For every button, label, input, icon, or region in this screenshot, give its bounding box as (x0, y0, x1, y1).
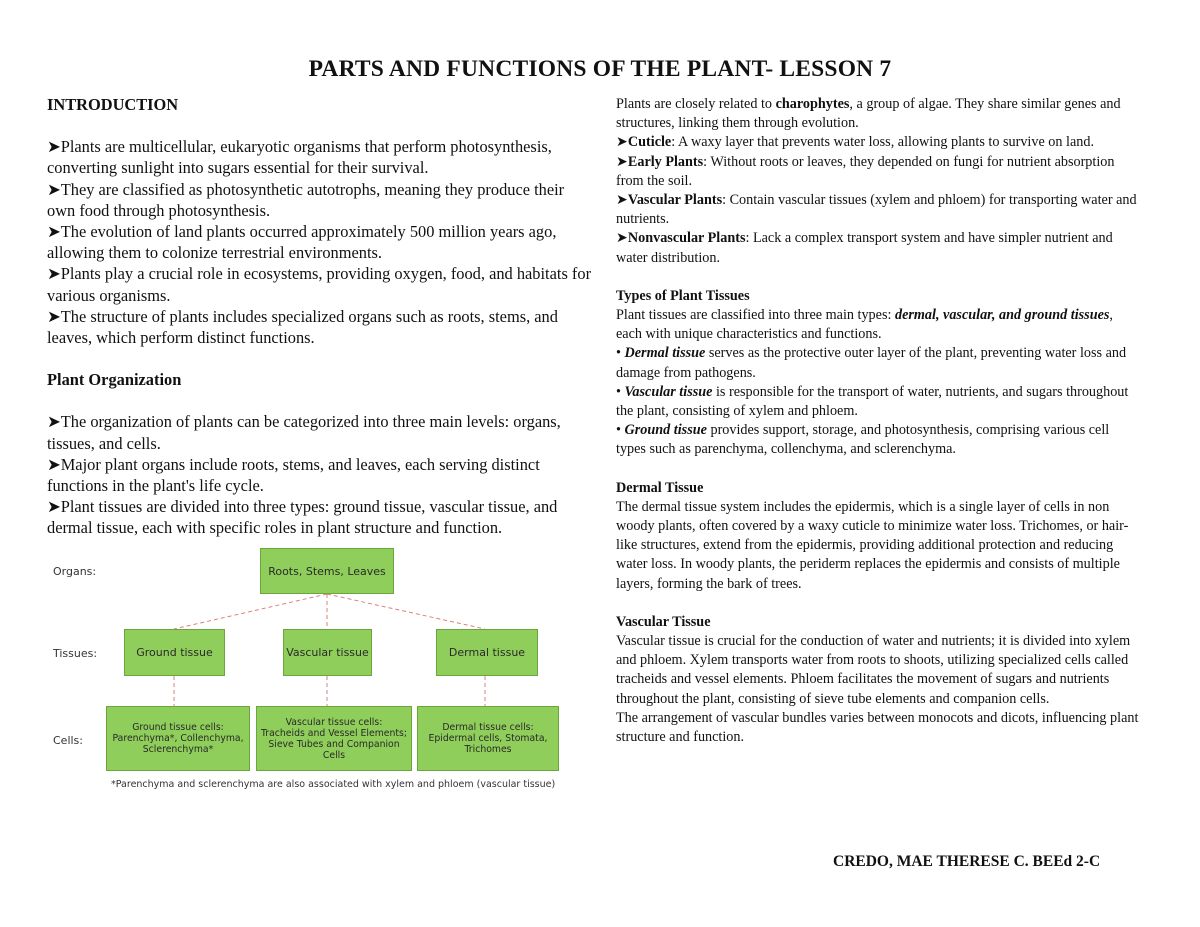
dermal-heading: Dermal Tissue (616, 479, 704, 496)
types-intro: Plant tissues are classified into three main types: dermal, vascular, and ground tissues, each with unique characteristics and functions. (616, 307, 1113, 343)
cell-box-line: Vascular tissue cells: (285, 716, 383, 728)
tissues-label: Tissues: (53, 647, 98, 660)
types-heading: Types of Plant Tissues (616, 287, 750, 304)
cell-box-dermal (417, 706, 559, 771)
left-column (47, 94, 592, 539)
intro-bullet: ➤Plants play a crucial role in ecosystems, providing oxygen, food, and habitats for various organisms. (47, 264, 592, 305)
vascular-text: Vascular tissue is crucial for the conduction of water and nutrients; it is divided into xylem and phloem. Xylem transports water from roots to shoots, utilizing specialized cells called tracheids and vessel elements. Phloem facilitates the movement of sugars and nutrients throughout the plant, consisting of sieve tube elements and companion cells. (616, 633, 1131, 707)
cell-box-vascular (256, 706, 412, 771)
intro-bullet: ➤They are classified as photosynthetic autotrophs, meaning they produce their own food through photosynthesis. (47, 179, 565, 220)
cell-box-line: Epidermal cells, Stomata, (428, 733, 548, 744)
intro-bullet: ➤The evolution of land plants occurred approximately 500 million years ago, allowing them to colonize terrestrial environments. (47, 222, 557, 263)
connector-line (327, 594, 485, 629)
intro-heading: INTRODUCTION (47, 95, 179, 114)
intro-bullet: ➤Plants are multicellular, eukaryotic organisms that perform photosynthesis, converting sunlight into sugars essential for their survival. (47, 137, 552, 178)
organization-bullet: ➤The organization of plants can be categorized into three main levels: organs, tissues, and cells. (47, 412, 561, 453)
vascular-heading: Vascular Tissue (616, 613, 711, 630)
cell-box-line: Ground tissue cells: (132, 722, 224, 733)
right-item: ➤Early Plants: Without roots or leaves, they depended on fungi for nutrient absorption from the soil. (616, 153, 1115, 189)
right-column (616, 95, 1141, 747)
organization-bullet: ➤Major plant organs include roots, stems, and leaves, each serving distinct functions in the plant's life cycle. (47, 454, 540, 496)
cell-box-line: Trichomes (464, 744, 512, 755)
cells-label: Cells: (53, 734, 83, 747)
cell-box-line: Sieve Tubes and Companion Cells (268, 738, 400, 761)
cell-box-line: Tracheids and Vessel Elements; (260, 727, 408, 739)
cell-box-line: Dermal tissue cells: (442, 722, 534, 733)
cell-box-ground (106, 706, 250, 771)
organization-bullet: ➤Plant tissues are divided into three types: ground tissue, vascular tissue, and dermal tissue, each with specific roles in plant structure and function. (47, 497, 558, 538)
cell-box-line: Sclerenchyma* (142, 744, 214, 755)
types-bullet: • Dermal tissue serves as the protective outer layer of the plant, preventing water loss and damage from pathogens. (616, 345, 1127, 381)
types-bullet: • Ground tissue provides support, storage, and photosynthesis, comprising various cell types such as parenchyma, collenchyma, and sclerenchyma. (616, 422, 1110, 458)
organs-label: Organs: (53, 565, 97, 578)
tissue-box-ground: Ground tissue (124, 629, 225, 676)
diagram-footnote: *Parenchyma and sclerenchyma are also associated with xylem and phloem (vascular tissue) (111, 779, 556, 790)
plant-organization-diagram (47, 548, 567, 798)
tissue-box-dermal: Dermal tissue (436, 629, 538, 676)
right-item: ➤Vascular Plants: Contain vascular tissues (xylem and phloem) for transporting water and nutrients. (616, 192, 1137, 228)
organization-heading: Plant Organization (47, 370, 182, 390)
author-footer: CREDO, MAE THERESE C. BEEd 2-C (833, 853, 1101, 870)
cell-box-line: Parenchyma*, Collenchyma, (112, 733, 244, 744)
vascular-text: The arrangement of vascular bundles varies between monocots and dicots, influencing plant structure and function. (616, 709, 1139, 746)
dermal-text: The dermal tissue system includes the epidermis, which is a single layer of cells in non woody plants, often covered by a waxy cuticle to minimize water loss. Trichomes, or hair-like structures, extend from the epidermis, providing additional protection and reducing water loss. In woody plants, the periderm replaces the epidermis and consists of multiple layers, forming the bark of trees. (616, 498, 1129, 592)
right-item: ➤Nonvascular Plants: Lack a complex transport system and have simpler nutrient and water distribution. (616, 230, 1113, 266)
connector-line (174, 594, 327, 629)
page-title: PARTS AND FUNCTIONS OF THE PLANT- LESSON 7 (308, 56, 892, 82)
intro-bullet: ➤The structure of plants includes specialized organs such as roots, stems, and leaves, which perform distinct functions. (47, 306, 558, 348)
tissue-box-vascular: Vascular tissue (283, 629, 372, 676)
types-bullet: • Vascular tissue is responsible for the transport of water, nutrients, and sugars throughout the plant, consisting of xylem and phloem. (616, 383, 1129, 420)
organ-box: Roots, Stems, Leaves (260, 548, 394, 594)
charophytes-paragraph: Plants are closely related to charophytes, a group of algae. They share similar genes and structures, linking them through evolution. (616, 96, 1121, 132)
right-item: ➤Cuticle: A waxy layer that prevents water loss, allowing plants to survive on land. (616, 134, 1095, 151)
